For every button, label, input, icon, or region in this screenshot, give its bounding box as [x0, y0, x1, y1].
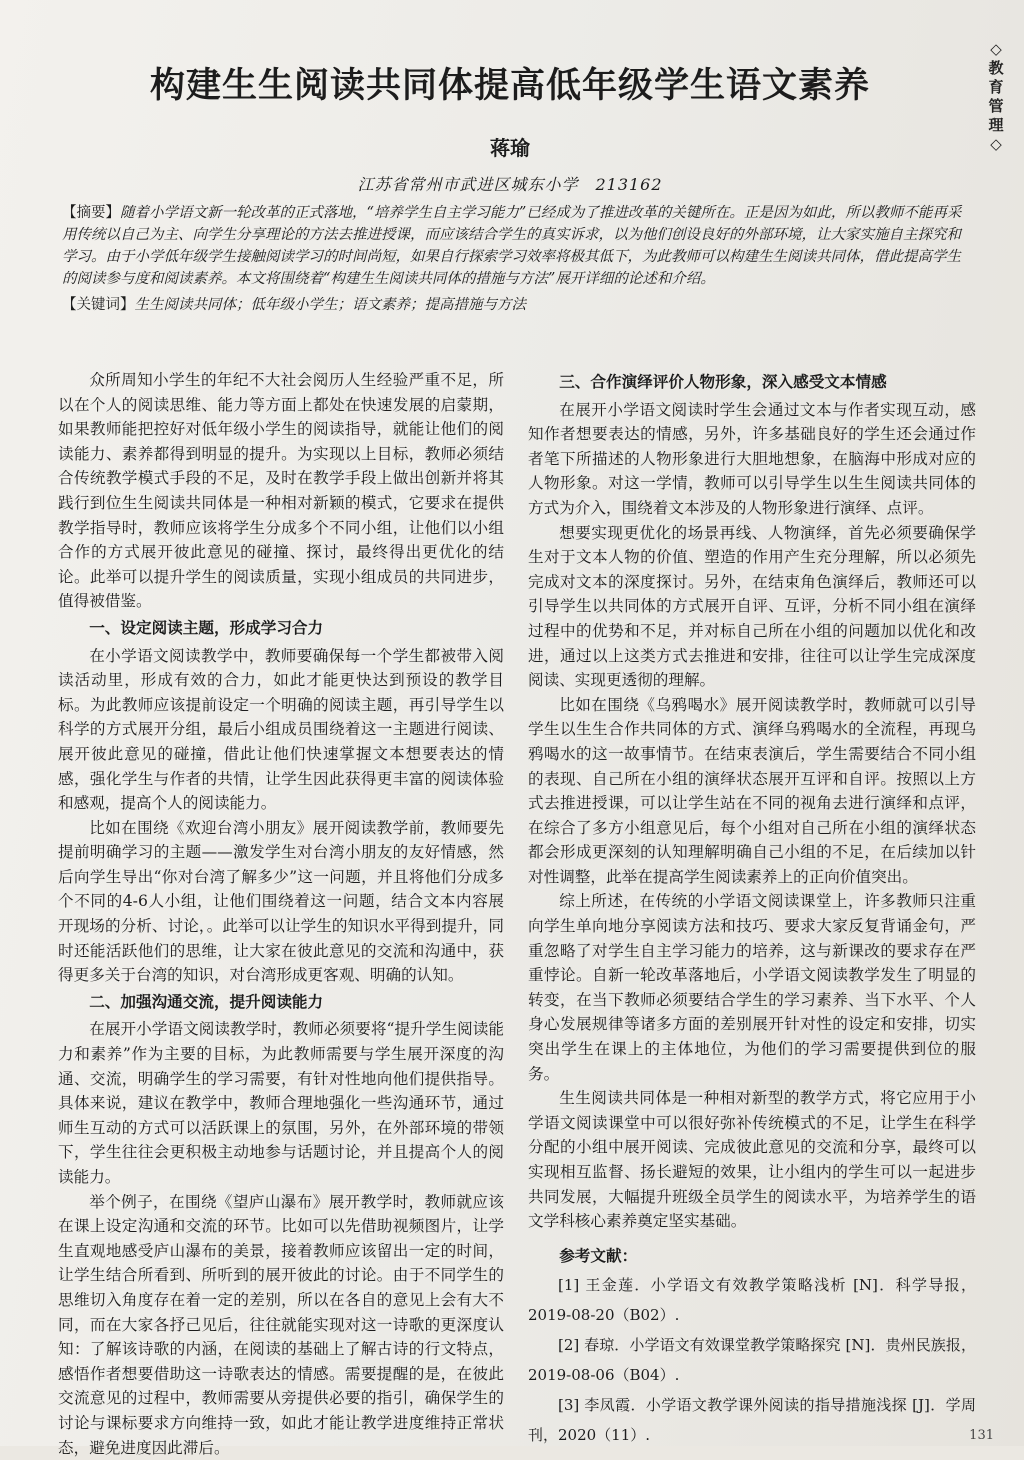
body-paragraph: 在展开小学语文阅读教学时，教师必须要将“提升学生阅读能力和素养”作为主要的目标，为此教师需要与学生展开深度的沟通、交流，明确学生的学习需要，有针对性地向他们提供指导。具体来说，建议在教学中，教师合理地强化一些沟通环节，通过师生互动的方式可以活跃课上的氛围，另外，在外部环境的带领下，学生往往会更积极主动地参与话题讨论，并且提高个人的阅读能力。: [58, 1020, 504, 1186]
section-label-char: 教: [988, 59, 1004, 77]
body-paragraph: 在小学语文阅读教学中，教师要确保每一个学生都被带入阅读活动里，形成有效的合力，如此才能更快达到预设的教学目标。为此教师应该提前设定一个明确的阅读主题，再引导学生以科学的方式展开分组，最后小组成员围绕着这一主题进行阅读、展开彼此意见的碰撞，借此让他们快速掌握文本想要表达的情感，强化学生与作者的共情，让学生因此获得更丰富的阅读体验和感观，提高个人的阅读能力。: [58, 646, 504, 813]
diamond-icon: ◇: [990, 135, 1002, 153]
abstract-block: [62, 202, 974, 316]
author-name: 蒋瑜: [490, 136, 530, 160]
abstract: [62, 202, 974, 290]
body-paragraph: 比如在围绕《欢迎台湾小朋友》展开阅读教学前，教师要先提前明确学习的主题——激发学生对台湾小朋友的友好情感，然后向学生导出“你对台湾了解多少”这一问题，并且将他们分成多个不同的4-6人小组，让他们围绕着这一问题，结合文本内容展开现场的分析、讨论，。此举可以让学生的知识水平得到提升，同时还能活跃他们的思维，让大家在彼此意见的交流和沟通中，获得更多关于台湾的知识，对台湾形成更客观、明确的认知。: [58, 818, 504, 985]
body-paragraph: 举个例子，在围绕《望庐山瀑布》展开教学时，教师就应该在课上设定沟通和交流的环节。比如可以先借助视频图片，让学生直观地感受庐山瀑布的美景，接着教师应该留出一定的时间，让学生结合所看到、所听到的展开彼此的讨论。由于不同学生的思维切入角度存在着一定的差别，所以在各自的意见上会有大不同，而在大家各抒己见后，往往就能实现对这一诗歌的更深度认知：了解该诗歌的内涵，在阅读的基础上了解古诗的行文特点，感悟作者想要借助这一诗歌表达的情感。需要提醒的是，在彼此交流意见的过程中，教师需要从旁提供必要的指引，确保学生的讨论与课标要求方向维持一致，如此才能让教学进度维持正常状态，避免进度因此滞后。: [58, 1192, 504, 1457]
left-column: [58, 368, 504, 1460]
abstract-text: 随着小学语文新一轮改革的正式落地，“培养学生自主学习能力”已经成为了推进改革的关键所在。正是因为如此，所以教师不能再采用传统以自己为主、向学生分享理论的方法去推进授课，而应该结合学生的真实诉求，以为他们创设良好的外部环境，让大家实施自主探究和学习。由于小学低年级学生接触阅读学习的时间尚短，如果自行探索学习效率将极其低下，为此教师可以构建生生阅读共同体，借此提高学生的阅读参与度和阅读素养。本文将围绕着“构建生生阅读共同体的措施与方法”展开详细的论述和介绍。: [62, 205, 962, 287]
reference-item: [1] 王金莲．小学语文有效教学策略浅析 [N]．科学导报，2019-08-20（B02）.: [528, 1275, 976, 1324]
section-heading-2: 二、加强沟通交流，提升阅读能力: [89, 992, 324, 1011]
section-heading-1: 一、设定阅读主题，形成学习合力: [89, 618, 324, 637]
section-label-char: 管: [988, 97, 1004, 115]
right-column: [528, 368, 976, 1450]
section-label-char: 育: [988, 78, 1004, 96]
keywords-text: 生生阅读共同体；低年级小学生；语文素养；提高措施与方法: [134, 297, 526, 313]
abstract-label: 【摘要】: [62, 205, 120, 221]
diamond-icon: ◇: [990, 40, 1002, 58]
page-number: 131: [969, 1428, 994, 1443]
section-heading-3: 三、合作演绎评价人物形象，深入感受文本情感: [559, 373, 887, 391]
conclusion-paragraph: 综上所述，在传统的小学语文阅读课堂上，许多教师只注重向学生单向地分享阅读方法和技巧、要求大家反复背诵金句，严重忽略了对学生自主学习能力的培养，这与新课改的要求存在严重悖论。自新一轮改革落地后，小学语文阅读教学发生了明显的转变，在当下教师必须要结合学生的学习素养、当下水平、个人身心发展规律等诸多方面的差别展开针对性的设定和安排，切实突出学生在课上的主体地位，为他们的学习需要提供到位的服务。: [528, 892, 976, 1083]
reference-item: [3] 李凤霞．小学语文教学课外阅读的指导措施浅探 [J]．学周刊，2020（11）.: [528, 1395, 976, 1444]
reference-item: [2] 春琼．小学语文有效课堂教学策略探究 [N]．贵州民族报，2019-08-06（B04）.: [528, 1335, 976, 1384]
conclusion-paragraph: 生生阅读共同体是一种相对新型的教学方式，将它应用于小学语文阅读课堂中可以很好弥补传统模式的不足，让学生在科学分配的小组中展开阅读、完成彼此意见的交流和分享，最终可以实现相互监督、扬长避短的效果，让小组内的学生可以一起进步共同发展，大幅提升班级全员学生的阅读水平，为培养学生的语文学科核心素养奠定坚实基础。: [528, 1089, 976, 1231]
section-label-education-management: [982, 40, 1010, 154]
keywords: [62, 294, 974, 316]
body-paragraph: 比如在围绕《乌鸦喝水》展开阅读教学时，教师就可以引导学生以生生合作共同体的方式、演绎乌鸦喝水的全流程，再现乌鸦喝水的这一故事情节。在结束表演后，学生需要结合不同小组的表现、自己所在小组的演绎状态展开互评和自评。按照以上方式去推进授课，可以让学生站在不同的视角去进行演绎和点评，在综合了多方小组意见后，每个小组对自己所在小组的演绎状态都会形成更深刻的认知理解明确自己小组的不足，在后续加以针对性调整，此举在提高学生阅读素养上的正向价值突出。: [528, 695, 976, 886]
section-label-char: 理: [988, 116, 1004, 134]
article-title: 构建生生阅读共同体提高低年级学生语文素养: [149, 66, 870, 106]
intro-paragraph: 众所周知小学生的年纪不大社会阅历人生经验严重不足，所以在个人的阅读思维、能力等方面上都处在快速发展的启蒙期，如果教师能把控好对低年级小学生的阅读指导，就能让他们的阅读能力、素养都得到明显的提升。为实现以上目标，教师必须结合传统教学模式手段的不足，及时在教学手段上做出创新并将其践行到位生生阅读共同体是一种相对新颖的模式，它要求在提供教学指导时，教师应该将学生分成多个不同小组，让他们以小组合作的方式展开彼此意见的碰撞、探讨，最终得出更优化的结论。此举可以提升学生的阅读质量，实现小组成员的共同进步，值得被借鉴。: [58, 371, 504, 611]
keywords-label: 【关键词】: [62, 297, 135, 313]
references-heading: 参考文献：: [559, 1246, 638, 1265]
body-paragraph: 在展开小学语文阅读时学生会通过文本与作者实现互动，感知作者想要表达的情感，另外，许多基础良好的学生还会通过作者笔下所描述的人物形象进行大胆地想象，在脑海中形成对应的人物形象。对这一学情，教师可以引导学生以生生阅读共同体的方式为介入，围绕着文本涉及的人物形象进行演绎、点评。: [528, 400, 976, 517]
body-paragraph: 想要实现更优化的场景再线、人物演绎，首先必须要确保学生对于文本人物的价值、塑造的作用产生充分理解，所以必须先完成对文本的深度探讨。另外，在结束角色演绎后，教师还可以引导学生以共同体的方式展开自评、互评，分析不同小组在演绎过程中的优势和不足，并对标自己所在小组的问题加以优化和改进，通过以上这类方式去推进和安排，往往可以让学生完成深度阅读、实现更透彻的理解。: [528, 523, 976, 690]
author-affiliation: 江苏省常州市武进区城东小学 213162: [357, 175, 663, 194]
